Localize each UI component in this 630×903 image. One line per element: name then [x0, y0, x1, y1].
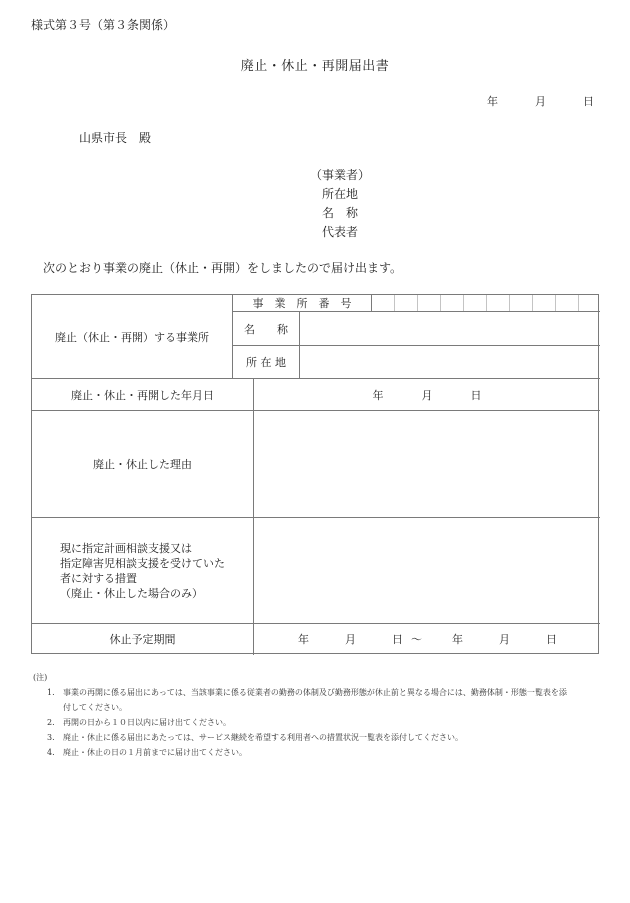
suspension-label: 休止予定期間 [109, 633, 176, 646]
note-number: 3. [47, 733, 55, 742]
measures-label [32, 518, 253, 623]
office-section-label: 廃止（休止・再開）する事業所 [55, 330, 209, 344]
office-number-digit-7[interactable] [510, 295, 532, 311]
note-item [47, 730, 567, 745]
suspension-period-field[interactable] [254, 624, 600, 654]
note-text: 事業の再開に係る届出にあっては、当該事業に係る従業者の勤務の体制及び勤務形態が休止前と異なる場合には、勤務体制・形態一覧表を添 [63, 688, 567, 697]
tilde: ～ [411, 633, 422, 646]
to-day-unit: 日 [546, 633, 557, 646]
document-title: 廃止・休止・再開届出書 [240, 59, 390, 74]
date-year-unit: 年 [372, 388, 384, 402]
from-month-unit: 月 [345, 633, 356, 646]
form-number: 様式第３号（第３条関係） [31, 18, 176, 32]
note-number: 2. [47, 718, 55, 727]
note-number: 4. [47, 748, 55, 757]
to-year-unit: 年 [452, 633, 463, 646]
addressee: 山県市長 殿 [79, 131, 152, 145]
reason-label: 廃止・休止した理由 [93, 458, 192, 471]
date-day-unit: 日 [470, 388, 482, 402]
applicant-representative: 代表者 [321, 225, 358, 239]
office-number-digit-4[interactable] [441, 295, 463, 311]
note-item-continuation [47, 700, 567, 715]
note-item [47, 715, 567, 730]
reason-field[interactable] [254, 411, 600, 517]
to-month-unit: 月 [499, 633, 510, 646]
date-day: 日 [583, 95, 594, 108]
office-address-label: 所 在 地 [246, 356, 286, 369]
office-number-digit-10[interactable] [579, 295, 599, 311]
office-number-digit-1[interactable] [372, 295, 394, 311]
office-number-digit-8[interactable] [533, 295, 555, 311]
office-name-label: 名 称 [244, 322, 288, 336]
notes-section [33, 670, 567, 760]
office-name-field[interactable] [300, 312, 599, 345]
note-text: 再開の日から１０日以内に届け出てください。 [63, 718, 231, 727]
office-number-digit-6[interactable] [487, 295, 509, 311]
measures-field[interactable] [254, 518, 600, 623]
applicant-location: 所在地 [321, 187, 358, 201]
date-month-unit: 月 [421, 388, 433, 402]
office-number-digit-9[interactable] [556, 295, 578, 311]
date-month: 月 [535, 95, 546, 108]
note-item [47, 685, 567, 700]
date-year: 年 [487, 95, 498, 108]
date-label: 廃止・休止・再開した年月日 [71, 388, 214, 402]
measures-label-line: （廃止・休止した場合のみ） [60, 586, 203, 600]
office-address-field[interactable] [300, 346, 599, 378]
note-number: 1. [47, 688, 55, 697]
applicant-block [0, 166, 630, 242]
office-number-digit-5[interactable] [464, 295, 486, 311]
measures-label-line: 者に対する措置 [60, 571, 137, 585]
note-item [47, 745, 567, 760]
office-number-label: 事 業 所 番 号 [252, 297, 352, 310]
from-day-unit: 日 [392, 633, 403, 646]
notes-heading: (注) [33, 673, 48, 682]
date-field[interactable] [254, 379, 600, 410]
from-year-unit: 年 [298, 633, 309, 646]
office-number-digit-2[interactable] [395, 295, 417, 311]
note-text: 廃止・休止の日の１月前までに届け出てください。 [63, 748, 247, 757]
measures-label-line: 指定障害児相談支援を受けていた [60, 556, 225, 570]
applicant-name: 名 称 [321, 206, 358, 220]
notification-table [31, 294, 599, 654]
office-number-digit-3[interactable] [418, 295, 440, 311]
applicant-heading: （事業者） [309, 168, 370, 182]
note-text: 付してください。 [63, 703, 127, 712]
measures-label-line: 現に指定計画相談支援又は [60, 541, 192, 555]
intro-text: 次のとおり事業の廃止（休止・再開）をしましたので届け出ます。 [43, 261, 403, 275]
note-text: 廃止・休止に係る届出にあたっては、サービス継続を希望する利用者への措置状況一覧表を添付してください。 [63, 733, 463, 742]
